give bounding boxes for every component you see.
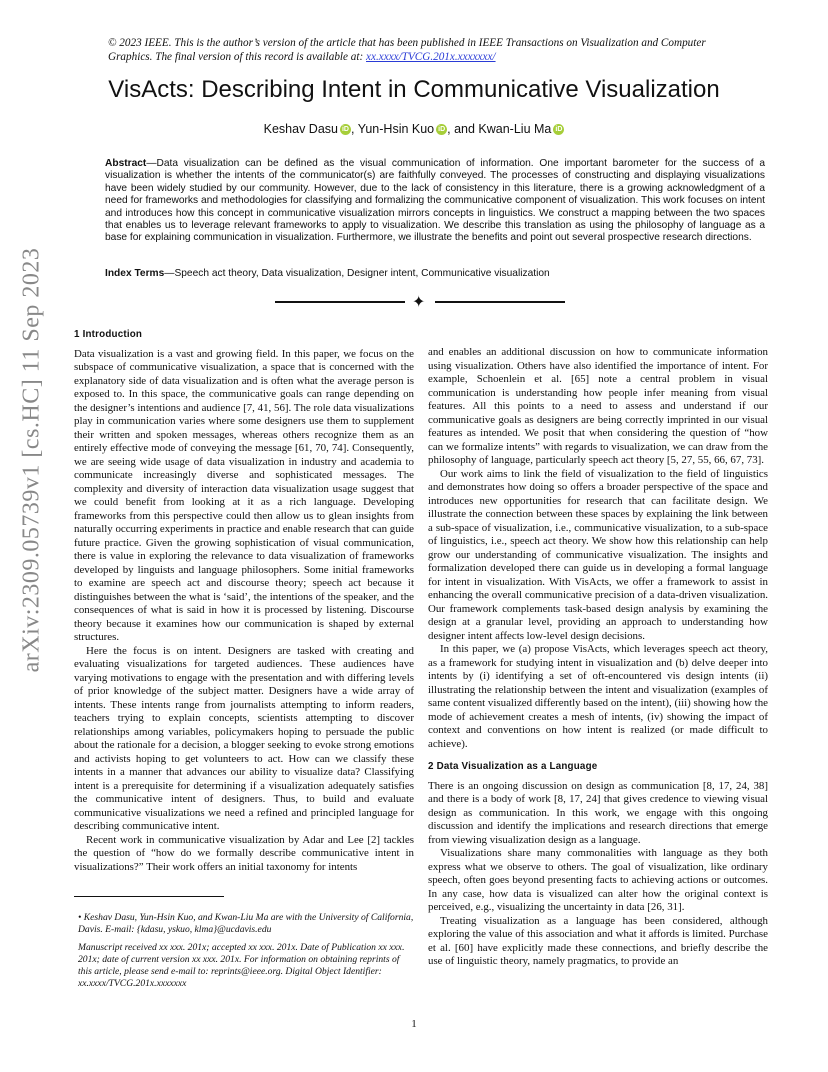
paragraph: Treating visualization as a language has been considered, although exploring the value of this association and what it affords is limited. Purchase et al. [60] have explicitly made these connections, and briefly describe the use of linguistic theory, namely pragmatics, to provide an xyxy=(428,914,768,967)
star-icon: ✦ xyxy=(412,294,426,311)
index-terms-label: Index Terms xyxy=(105,268,165,279)
copyright-text: © 2023 IEEE. This is the author’s version of the article that has been published in IEEE Transactions on Visualization and Computer Graphics. The final version of this record is available at: xyxy=(108,37,706,63)
orcid-icon[interactable]: iD xyxy=(341,126,349,134)
author-list xyxy=(0,122,828,136)
paragraph: There is an ongoing discussion on design as communication [8, 17, 24, 38] and there is a body of work [8, 17, 24] that gives credence to viewing visual design as communication. In this work, we engage with this ongoing discussion and identify the implications and research directions that emerge from viewing visualization design as a language. xyxy=(428,779,768,846)
abstract xyxy=(105,158,765,245)
paragraph: Here the focus is on intent. Designers are tasked with creating and evaluating visualizations for targeted audiences. These audiences have varying motivations to engage with the presentation and with differing levels of prior knowledge of the subject matter. Designers have a wide array of intents. These intents range from journalists attempting to inform readers, teachers trying to explain concepts, scientists attempting to discover relationships among variables, policymakers hoping to persuade the public about the rationale for a decision, a blogger seeking to evoke strong emotions and activists hoping to get volunteers to act. How can we classify these intents in a manner that advances our ability to visualize data? Classifying intent is a prerequisite for determining if a visualization adequately satisfies the communicative intent of designers. Thus, to build and evaluate communicative visualizations we need a refined and principled language for describing communicative intent. xyxy=(74,644,414,832)
page-number: 1 xyxy=(411,1018,417,1030)
author-name: , and Kwan-Liu Ma xyxy=(447,122,552,136)
footnote-rule xyxy=(74,896,224,897)
left-column xyxy=(74,328,414,874)
author-name: , Yun-Hsin Kuo xyxy=(350,122,435,136)
abstract-label: Abstract xyxy=(105,158,147,169)
paragraph: and enables an additional discussion on how to communicate information using visualization. Others have also identified the importance of intent. For example, Schoenlein et al. [65] note a central problem in visual communication is understanding how people infer meaning from visual features. All this points to a need to assess and understand if our communicative goals as designers are being correctly imprinted in our visual features as intended. We posit that when considering the question of “how can we formalize intents” with regards to visualization, we can draw from the philosophy of language, particularly speech act theory [5, 27, 55, 66, 67, 73]. xyxy=(428,346,768,466)
paragraph: Our work aims to link the field of visualization to the field of linguistics and demonstrates how doing so offers a broader perspective of the space and introduces new opportunities for research that can facilitate design. We illustrate the connection between these spaces by explaining the link between a sub-space of visualization, i.e., communicative visualization, to a sub-space of linguistics, i.e., speech act theory. We show how this relationship can help grow our understanding of communicative visualization. The insights and formalization developed there can guide us in developing a formal language for intent in visualization. With VisActs, we offer a framework to assist in enhancing the overall communicative precision of a data-driven visualization. Our framework complements task-based design analysis by examining the design at a granular level, providing an approach to understanding how designer intent affects low-level design decisions. xyxy=(428,467,768,642)
divider-line-left xyxy=(275,301,405,303)
paragraph: In this paper, we (a) propose VisActs, which leverages speech act theory, as a framework for studying intent in visualization and (b) delve deeper into intents by (i) identifying a set of oft-encountered vis design intents (ii) illustrating the relationship between the intent and visualization (examples of same content visualized differently based on the intent), (iii) showing how the mode of achievement creates a mesh of intents, (iv) showing the impact of context and conventions on how intent is realized (or made difficult to achieve). xyxy=(428,643,768,750)
paragraph: Recent work in communicative visualization by Adar and Lee [2] tackles the question of “how do we formally describe communicative intent in visualizations?” Their work offers an initial taxonomy for intents xyxy=(74,833,414,873)
copyright-notice xyxy=(108,36,748,64)
paragraph: Data visualization is a vast and growing field. In this paper, we focus on the subspace of communicative visualization, a space that is concerned with the explanatory side of data visualization and is often what the average person is exposed to. In this space, the communicative goals can range depending on the designer’s intentions and audience [7, 41, 56]. The role data visualizations play in communication varies where some designers use them to supplement their written and spoken messages, whereas others recognize them as an entirely effective mode of conveying the message [61, 70, 74]. Consequently, we are seeing wide usage of data visualization in industry and academia to communicate increasingly diverse and sophisticated messages. The complexity and diversity of interaction data visualization usage suggest that we could benefit from looking at it as a rich language. Developing frameworks from this perspective could then allow us to glean insights from naturally occurring experiments in practice and enable research that can guide future practice. Given the growing sophistication of visual communication, there is value in exploring the relevance to data visualization of frameworks developed by linguists and language philosophers. Some initial frameworks to examine are speech act and discourse theory; speech act because it distinguishes between the what is ‘said’, the intentions of the speaker, and the consequences of what is said in how it is processed by listening. Discourse theory because it examines how our communication is shaped by external structures. xyxy=(74,347,414,643)
index-terms xyxy=(105,268,765,279)
section-heading-introduction: 1 Introduction xyxy=(74,329,143,340)
orcid-icon[interactable]: iD xyxy=(438,126,446,134)
footnote-affiliation: • Keshav Dasu, Yun-Hsin Kuo, and Kwan-Liu Ma are with the University of California, Davis. E-mail: {kdasu, yskuo, klma}@ucdavis.edu xyxy=(78,912,414,935)
arxiv-sidebar xyxy=(12,230,52,690)
index-terms-text: —Speech act theory, Data visualization, Designer intent, Communicative visualization xyxy=(164,268,550,279)
section-divider xyxy=(275,294,565,311)
doi-link[interactable]: xx.xxxx/TVCG.201x.xxxxxxx/ xyxy=(366,51,496,63)
section-heading-data-visualization: 2 Data Visualization as a Language xyxy=(428,761,598,772)
footnote-manuscript: Manuscript received xx xxx. 201x; accepted xx xxx. 201x. Date of Publication xx xxx. 201x; date of current version xx xxx. 201x. For information on obtaining reprints of this article, please send e-mail to: reprints@ieee.org. Digital Object Identifier: xx.xxxx/TVCG.201x.xxxxxxx xyxy=(78,942,405,989)
orcid-icon[interactable]: iD xyxy=(555,126,563,134)
author-name: Keshav Dasu xyxy=(263,122,338,136)
divider-line-right xyxy=(435,301,565,303)
right-column xyxy=(428,346,768,969)
paragraph: Visualizations share many commonalities with language as they both express what we observe to others. The goal of visualization, like ordinary speech, often goes beyond presenting facts to achieving actions or outcomes. In any case, how data is visualized can alter how the original context is perceived, e.g., visualizing the uncertainty in data [26, 31]. xyxy=(428,847,768,913)
arxiv-identifier[interactable]: arXiv:2309.05739v1 [cs.HC] 11 Sep 2023 xyxy=(18,247,45,673)
paper-title: VisActs: Describing Intent in Communicative Visualization xyxy=(108,76,720,103)
abstract-text: —Data visualization can be defined as the visual communication of information. One important barometer for the success of a visualization is whether the intents of the communicator(s) are faithfully conveyed. The processes of constructing and displaying visualizations have been widely studied by our community. However, due to the lack of consistency in this literature, there is a growing acknowledgment of a need for frameworks and methodologies for classifying and formalizing the communicative component of visualization. This work focuses on intent and introduces how this concept in communicative visualization mirrors concepts in linguistics. We construct a mapping between the two spaces that enables us to leverage relevant frameworks to apply to visualization. We describe this translation as using the philosophy of language as a base for explaining communication in visualization. Furthermore, we illustrate the benefits and point out several prospective research directions. xyxy=(105,158,765,244)
footnotes xyxy=(78,912,414,996)
